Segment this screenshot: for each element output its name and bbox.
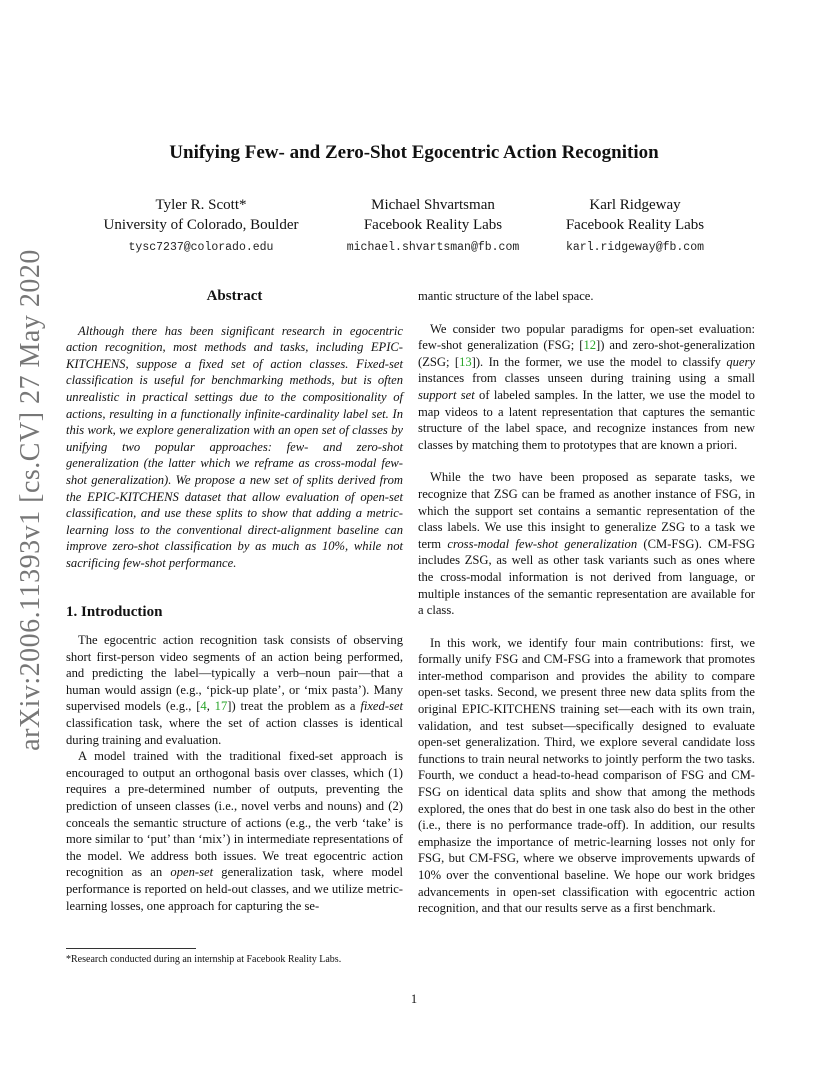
intro-paragraph-3: We consider two popular paradigms for open-set evaluation: few-shot generalization (FSG; [12]) and zero-shot-generalization (ZSG; [13]). In the former, we use the model to classify query instances from classes unseen during training using a small support set of labeled samples. In the latter, we use the model to map videos to a latent representation that captures the semantic structure of the label space, and recognize instances from new classes by matching them to prototypes that are known a priori. [418,321,756,452]
author-2 [318,195,548,258]
author-email: michael.shvartsman@fb.com [346,241,520,254]
citation-link[interactable]: 17 [214,699,228,714]
abstract-text: Although there has been significant research in egocentric action recognition, most methods and tasks, including EPIC-KITCHENS, suppose a fixed set of action classes. Fixed-set classification is useful for benchmarking methods, but is often unrealistic in practical settings due to the compositionality of actions, resulting in a functionally infinite-cardinality label set. In this work, we explore generalization with an open set of classes by unifying two popular approaches: few- and zero-shot generalization (the latter which we reframe as cross-modal few-shot generalization). We propose a new set of splits derived from the EPIC-KITCHENS dataset that allow evaluation of open-set classification, and use these splits to show that adding a metric-learning loss to the conventional direct-alignment baseline can improve zero-shot classification by as much as 10%, while not sacrificing few-shot performance. [66,323,403,570]
footnote: *Research conducted during an internship at Facebook Reality Labs. [66,954,342,965]
author-1 [86,195,316,258]
arxiv-id: arXiv:2006.11393v1 [cs.CV] 27 May 2020 [15,249,46,751]
intro-paragraph-4: While the two have been proposed as separate tasks, we recognize that ZSG can be framed as another instance of FSG, in which the support set contains a semantic representation of the class labels. We use this insight to generalize ZSG to a task we term cross-modal few-shot generalization (CM-FSG). CM-FSG includes ZSG, as well as other task variants such as ones where the cross-modal information is not derived from language, or multiple instances of the semantic representation are available for a class. [418,470,756,618]
author-3 [520,195,750,258]
author-name: Michael Shvartsman [371,197,495,213]
intro-paragraph-2: A model trained with the traditional fixed-set approach is encouraged to output an orthogonal basis over classes, which (1) requires a pre-determined number of outputs, preventing the prediction of unseen classes (i.e., novel verbs and nouns) and (2) conceals the semantic structure of actions (e.g., the verb ‘take’ is more similar to ‘put’ than ‘mix’) in intermediate representations of the model. We address both issues. We treat egocentric action recognition as an open-set generalization task, where model performance is reported on held-out classes, and we utilize metric-learning losses, one approach for capturing the se- [66,749,403,913]
right-column [418,288,755,917]
author-affiliation: University of Colorado, Boulder [103,217,299,233]
author-affiliation: Facebook Reality Labs [565,217,705,233]
citation-link[interactable]: 13 [459,354,472,369]
arxiv-watermark [14,249,48,751]
author-email: tysc7237@colorado.edu [128,241,274,254]
author-email: karl.ridgeway@fb.com [565,241,705,254]
citation-link[interactable]: 4 [200,699,207,714]
left-column [66,288,403,914]
footnote-divider [66,948,196,949]
page-number: 1 [410,992,418,1006]
intro-paragraph-5: In this work, we identify four main contributions: first, we formally unify FSG and CM-FSG into a framework that promotes inter-method comparison and provides the ability to compare open-set tasks. Second, we present three new data splits from the original EPIC-KITCHENS training set—each with its own train, validation, and test subset—specifically designed to evaluate open-set generalization. Third, we explore several candidate loss functions to train neural networks to jointly perform the two tasks. Fourth, we conduct a head-to-head comparison of FSG and CM-FSG on identical data splits and show that among the methods explored, the ones that do best in one task also do best in the other (i.e., there is no performance trade-off). In addition, our results emphasize the importance of metric-learning losses not only for FSG, but CM-FSG, where we observe improvements upwards of 10% over the conventional baseline. We hope our work bridges advancements in open-set classification with egocentric action recognition, and that our results serve as a first benchmark. [418,635,755,916]
section-heading-introduction: 1. Introduction [66,603,163,620]
author-name: Karl Ridgeway [589,197,681,213]
citation-link[interactable]: 12 [583,338,597,353]
paper-title: Unifying Few- and Zero-Shot Egocentric Action Recognition [169,142,659,163]
author-name: Tyler R. Scott* [155,197,247,213]
author-affiliation: Facebook Reality Labs [363,217,503,233]
abstract-heading: Abstract [206,288,263,304]
intro-paragraph-1: The egocentric action recognition task consists of observing short first-person video segments of an action being performed, and predicting the label—typically a verb–noun pair—that a human would assign (e.g., ‘pick-up plate’, or ‘mix pasta’). Many supervised models (e.g., [4, 17]) treat the problem as a fixed-set classification task, where the set of action classes is identical during training and evaluation. [66,633,404,747]
intro-paragraph-2-continued: mantic structure of the label space. [418,289,594,303]
